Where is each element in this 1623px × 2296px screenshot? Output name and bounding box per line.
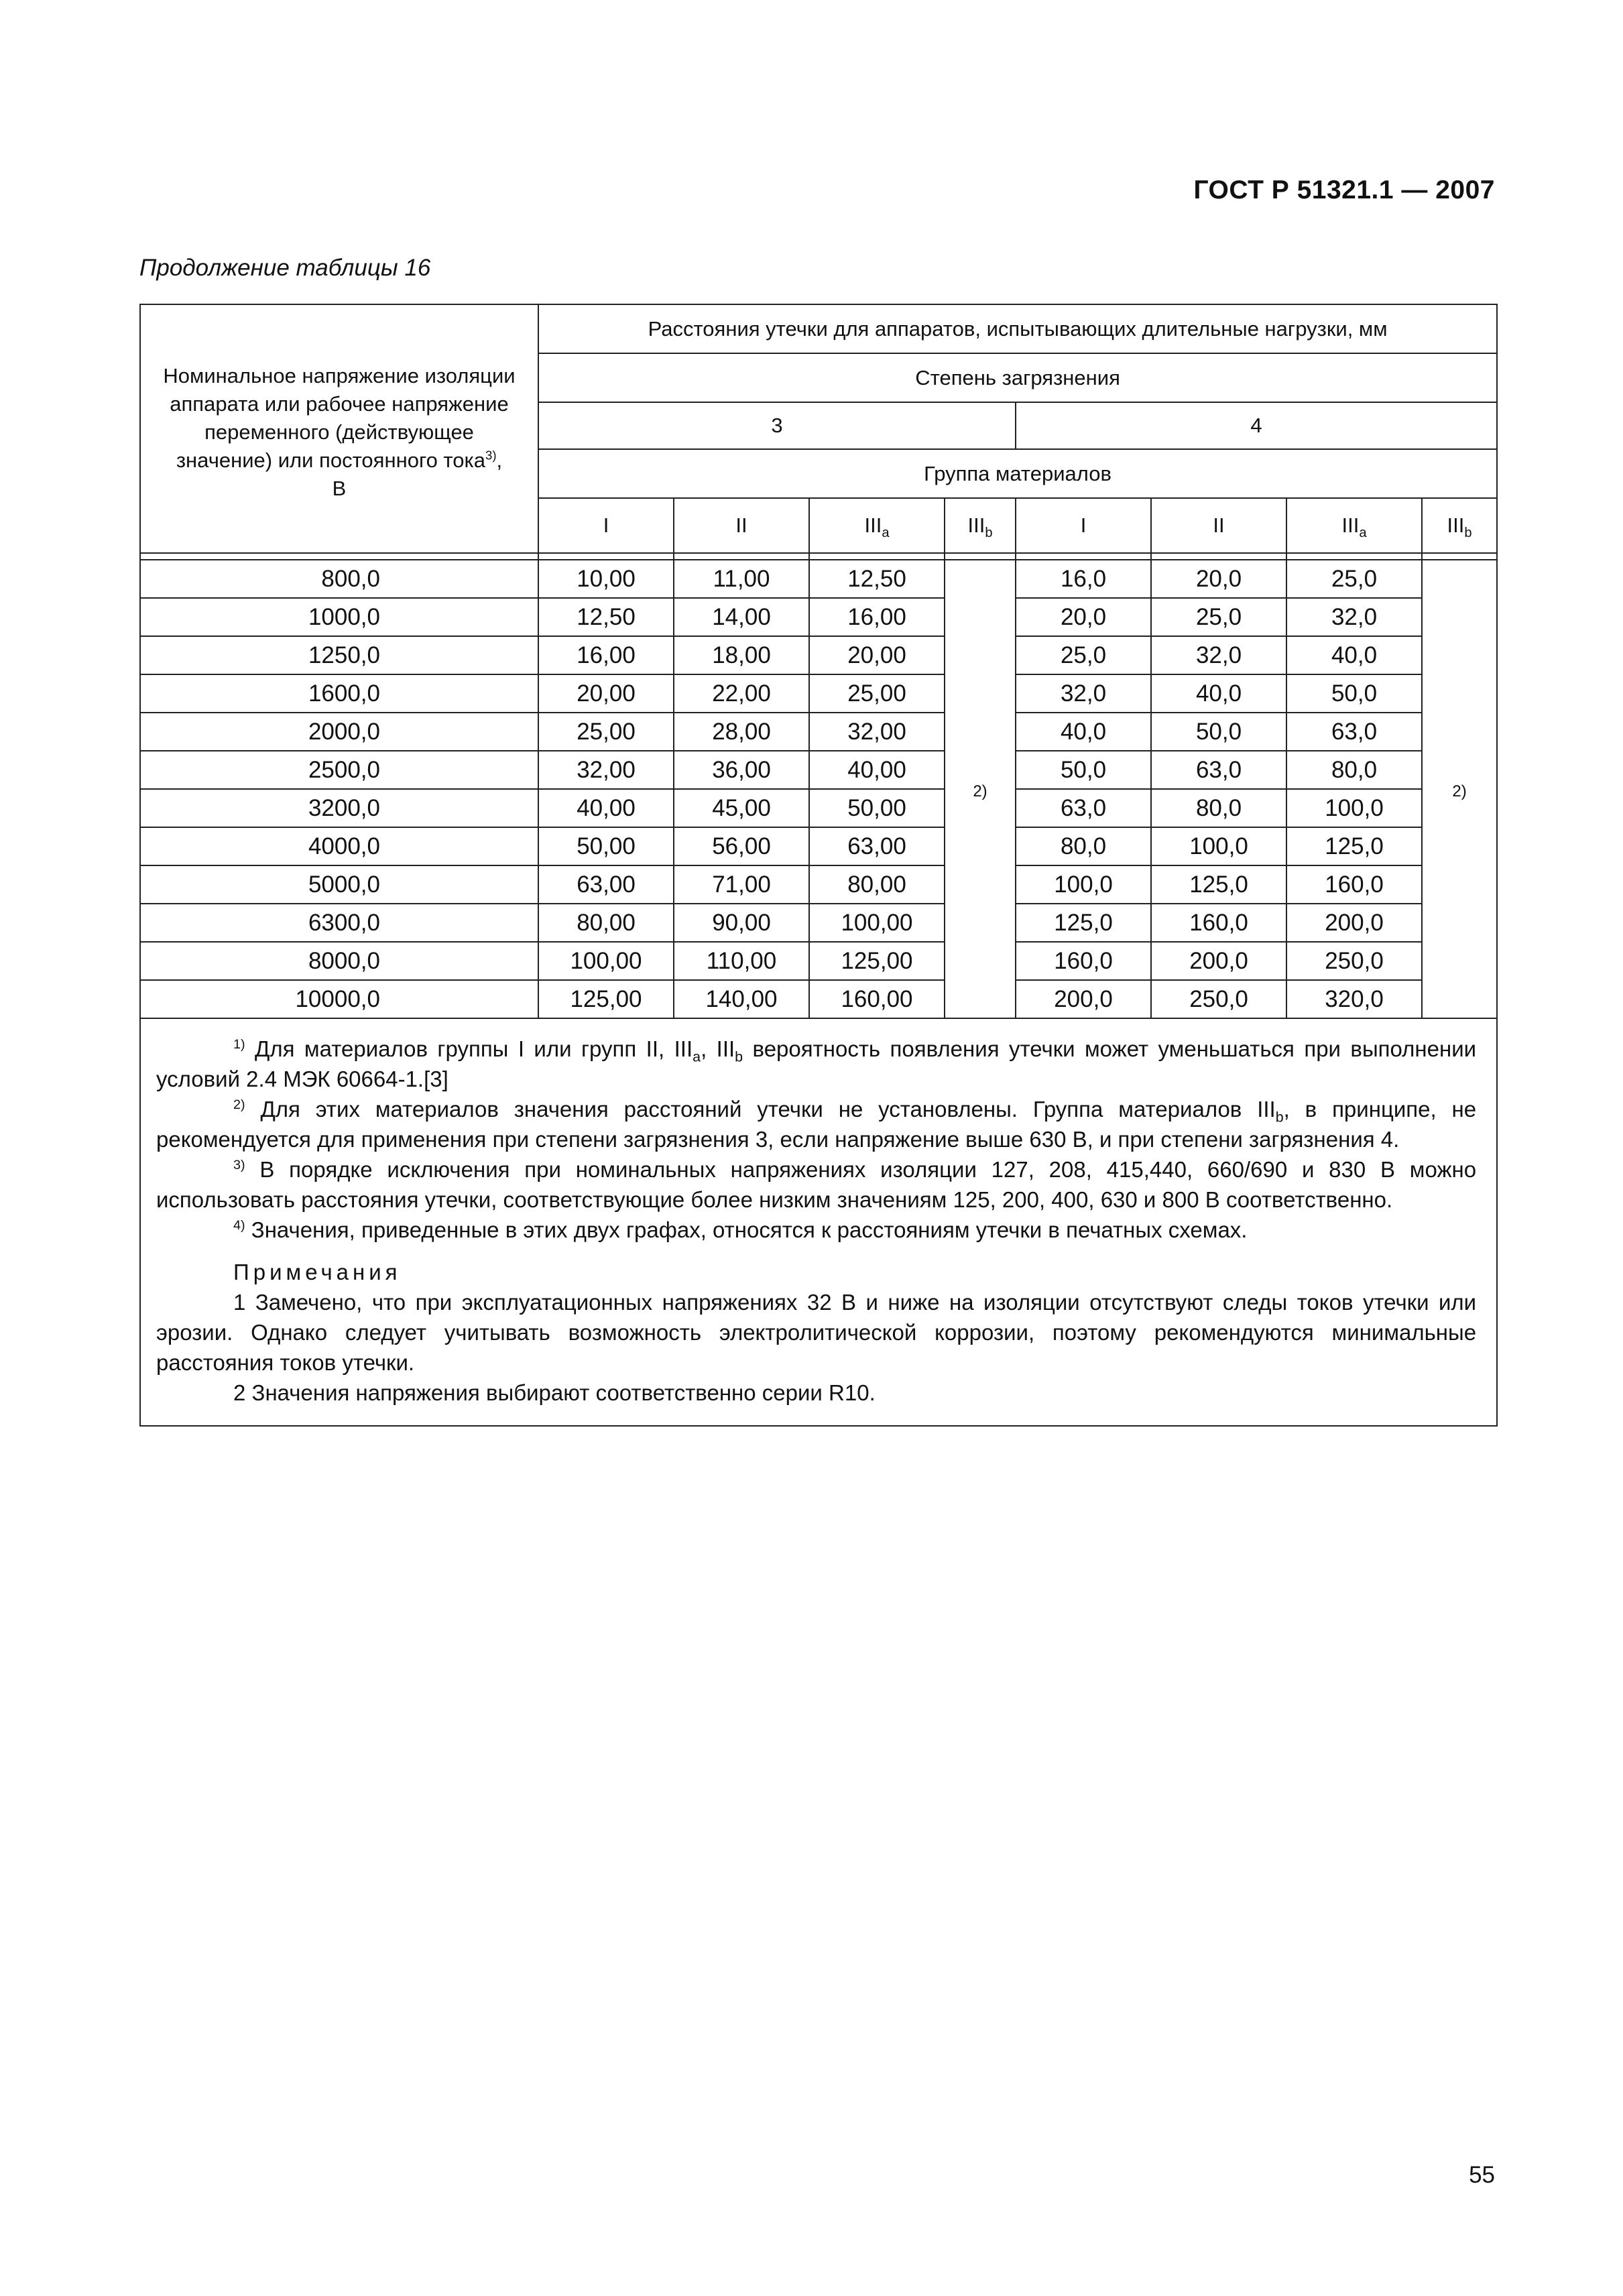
group-iiib-4-sub: b	[1464, 526, 1472, 541]
not-set-cell-3	[945, 560, 1016, 1018]
footnote-2-sub: b	[1275, 1109, 1284, 1126]
remarks-title: Примечания	[233, 1260, 402, 1284]
value-cell: 20,0	[1151, 560, 1286, 598]
value-cell: 63,00	[538, 865, 674, 904]
voltage-cell: 3200,0	[140, 789, 538, 827]
value-cell: 160,0	[1286, 865, 1422, 904]
value-cell: 16,00	[809, 598, 945, 636]
footnote-4	[156, 1215, 1476, 1245]
value-cell: 40,00	[809, 751, 945, 789]
group-i-3: I	[538, 498, 674, 553]
footnote-1	[156, 1034, 1476, 1094]
value-cell: 320,0	[1286, 980, 1422, 1018]
value-cell: 20,00	[538, 674, 674, 713]
voltage-cell: 4000,0	[140, 827, 538, 865]
pollution-degree-3: 3	[538, 402, 1016, 449]
remark-2: 2 Значения напряжения выбирают соответственно серии R10.	[233, 1380, 876, 1405]
value-cell: 200,0	[1016, 980, 1151, 1018]
value-cell: 110,00	[674, 942, 809, 980]
group-iiia-4	[1286, 498, 1422, 553]
table-row	[140, 904, 1497, 942]
footnote-3-text: В порядке исключения при номинальных напряжениях изоляции 127, 208, 415,440, 660/690 и 830 В можно использовать расстояния утечки, соответствующие более низким значениям 125, 200, 400, 630 и 800 В соответственно.	[156, 1157, 1477, 1212]
footnote-2-text-b: , в принципе, не рекомендуется для применения при степени загрязнения 3, если напряжение выше 630 В, и при степени загрязнения 4.	[156, 1097, 1477, 1152]
value-cell: 160,0	[1151, 904, 1286, 942]
value-cell: 40,00	[538, 789, 674, 827]
table-row	[140, 674, 1497, 713]
table-caption: Продолжение таблицы 16	[139, 255, 431, 281]
table-row	[140, 827, 1497, 865]
voltage-cell: 2500,0	[140, 751, 538, 789]
value-cell: 20,00	[809, 636, 945, 674]
voltage-header-comma: ,	[496, 448, 503, 472]
creepage-table	[139, 304, 1496, 1427]
group-iiia-3-label: III	[864, 513, 882, 537]
value-cell: 80,00	[809, 865, 945, 904]
value-cell: 25,00	[538, 713, 674, 751]
value-cell: 63,0	[1286, 713, 1422, 751]
footnote-1-sub-a: a	[693, 1048, 701, 1065]
distances-header: Расстояния утечки для аппаратов, испытывающих длительные нагрузки, мм	[538, 304, 1497, 353]
value-cell: 16,0	[1016, 560, 1151, 598]
value-cell: 200,0	[1286, 904, 1422, 942]
footnote-3	[156, 1154, 1476, 1215]
remark-1: 1 Замечено, что при эксплуатационных напряжениях 32 В и ниже на изоляции отсутствуют следы токов утечки или эрозии. Однако следует учитывать возможность электролитической коррозии, поэтому рекомендуются минимальные расстояния токов утечки.	[156, 1290, 1477, 1375]
value-cell: 16,00	[538, 636, 674, 674]
value-cell: 125,00	[538, 980, 674, 1018]
table-row	[140, 942, 1497, 980]
value-cell: 125,0	[1016, 904, 1151, 942]
footnote-1-text-c: вероятность появления утечки может уменьшаться при выполнении условий 2.4 МЭК 60664-1.[3]	[156, 1036, 1477, 1091]
value-cell: 25,0	[1016, 636, 1151, 674]
voltage-header	[140, 304, 538, 553]
value-cell: 160,0	[1016, 942, 1151, 980]
value-cell: 36,00	[674, 751, 809, 789]
voltage-cell: 5000,0	[140, 865, 538, 904]
value-cell: 80,00	[538, 904, 674, 942]
value-cell: 100,0	[1016, 865, 1151, 904]
table-row	[140, 980, 1497, 1018]
voltage-cell: 6300,0	[140, 904, 538, 942]
value-cell: 25,00	[809, 674, 945, 713]
voltage-cell: 1250,0	[140, 636, 538, 674]
value-cell: 100,00	[809, 904, 945, 942]
not-set-cell-4	[1422, 560, 1497, 1018]
voltage-header-ref: 3)	[485, 448, 497, 463]
material-group-header: Группа материалов	[538, 449, 1497, 498]
value-cell: 12,50	[809, 560, 945, 598]
value-cell: 63,0	[1151, 751, 1286, 789]
value-cell: 250,0	[1151, 980, 1286, 1018]
value-cell: 50,0	[1151, 713, 1286, 751]
footnote-1-sub-b: b	[735, 1048, 743, 1065]
value-cell: 32,00	[538, 751, 674, 789]
value-cell: 40,0	[1286, 636, 1422, 674]
footnote-ref: 2)	[973, 782, 987, 800]
group-iiia-4-label: III	[1341, 513, 1360, 537]
group-i-4: I	[1016, 498, 1151, 553]
value-cell: 14,00	[674, 598, 809, 636]
group-iiib-3-label: III	[967, 513, 985, 537]
value-cell: 25,0	[1151, 598, 1286, 636]
value-cell: 125,00	[809, 942, 945, 980]
voltage-header-unit: В	[332, 476, 347, 500]
pollution-degree-4: 4	[1016, 402, 1497, 449]
value-cell: 160,00	[809, 980, 945, 1018]
group-iiib-3-sub: b	[985, 526, 993, 541]
value-cell: 100,0	[1286, 789, 1422, 827]
value-cell: 50,0	[1016, 751, 1151, 789]
voltage-cell: 10000,0	[140, 980, 538, 1018]
group-iiia-3	[809, 498, 945, 553]
value-cell: 125,0	[1286, 827, 1422, 865]
voltage-cell: 800,0	[140, 560, 538, 598]
value-cell: 125,0	[1151, 865, 1286, 904]
voltage-cell: 2000,0	[140, 713, 538, 751]
group-ii-4: II	[1151, 498, 1286, 553]
footnote-1-text-b: , III	[701, 1036, 735, 1061]
value-cell: 40,0	[1151, 674, 1286, 713]
pollution-header: Степень загрязнения	[538, 353, 1497, 402]
value-cell: 56,00	[674, 827, 809, 865]
footnote-3-mark: 3)	[233, 1158, 245, 1172]
group-iiib-3	[945, 498, 1016, 553]
value-cell: 63,0	[1016, 789, 1151, 827]
value-cell: 25,0	[1286, 560, 1422, 598]
page-number: 55	[1469, 2162, 1495, 2188]
header-separator	[140, 553, 1497, 560]
group-iiia-3-sub: a	[882, 526, 890, 541]
value-cell: 90,00	[674, 904, 809, 942]
footnote-2-mark: 2)	[233, 1097, 245, 1112]
value-cell: 32,00	[809, 713, 945, 751]
value-cell: 32,0	[1016, 674, 1151, 713]
group-iiib-4-label: III	[1447, 513, 1465, 537]
value-cell: 11,00	[674, 560, 809, 598]
group-ii-3: II	[674, 498, 809, 553]
voltage-cell: 1600,0	[140, 674, 538, 713]
document-code: ГОСТ Р 51321.1 — 2007	[1193, 176, 1495, 204]
footnote-1-text-a: Для материалов группы I или групп II, III	[245, 1036, 693, 1061]
voltage-cell: 1000,0	[140, 598, 538, 636]
value-cell: 10,00	[538, 560, 674, 598]
footnote-4-text: Значения, приведенные в этих двух графах, относятся к расстояниям утечки в печатных схемах.	[245, 1217, 1248, 1242]
footnote-1-mark: 1)	[233, 1037, 245, 1052]
table-row	[140, 789, 1497, 827]
footnote-2	[156, 1094, 1476, 1154]
footnote-ref: 2)	[1452, 782, 1467, 800]
value-cell: 63,00	[809, 827, 945, 865]
table-row	[140, 560, 1497, 598]
value-cell: 80,0	[1151, 789, 1286, 827]
footnote-2-text-a: Для этих материалов значения расстояний утечки не установлены. Группа материалов III	[245, 1097, 1276, 1122]
value-cell: 22,00	[674, 674, 809, 713]
table-row	[140, 865, 1497, 904]
value-cell: 18,00	[674, 636, 809, 674]
value-cell: 250,0	[1286, 942, 1422, 980]
value-cell: 32,0	[1286, 598, 1422, 636]
value-cell: 140,00	[674, 980, 809, 1018]
value-cell: 50,00	[538, 827, 674, 865]
value-cell: 12,50	[538, 598, 674, 636]
table-notes	[140, 1018, 1497, 1426]
value-cell: 200,0	[1151, 942, 1286, 980]
value-cell: 32,0	[1151, 636, 1286, 674]
value-cell: 28,00	[674, 713, 809, 751]
value-cell: 20,0	[1016, 598, 1151, 636]
footnote-4-mark: 4)	[233, 1218, 245, 1233]
group-iiia-4-sub: a	[1359, 526, 1367, 541]
voltage-cell: 8000,0	[140, 942, 538, 980]
table-row	[140, 598, 1497, 636]
table-row	[140, 751, 1497, 789]
table-row	[140, 713, 1497, 751]
value-cell: 100,0	[1151, 827, 1286, 865]
voltage-header-text: Номинальное напряжение изоляции аппарата или рабочее напряжение переменного (действующее значение) или постоянного тока	[163, 363, 516, 472]
table-row	[140, 636, 1497, 674]
value-cell: 100,00	[538, 942, 674, 980]
value-cell: 40,0	[1016, 713, 1151, 751]
value-cell: 80,0	[1016, 827, 1151, 865]
value-cell: 80,0	[1286, 751, 1422, 789]
value-cell: 50,00	[809, 789, 945, 827]
group-iiib-4	[1422, 498, 1497, 553]
value-cell: 45,00	[674, 789, 809, 827]
value-cell: 71,00	[674, 865, 809, 904]
value-cell: 50,0	[1286, 674, 1422, 713]
